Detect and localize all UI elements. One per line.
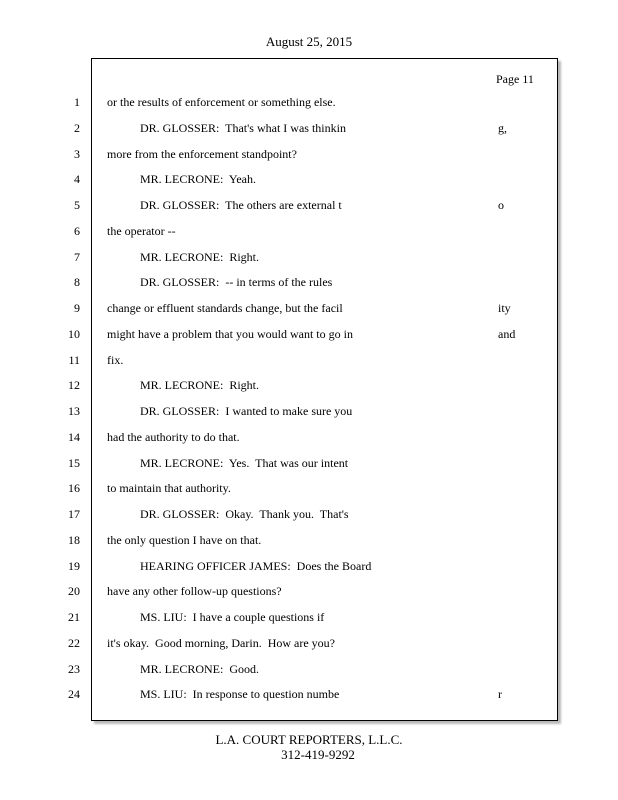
line-number: 21 [68,610,80,624]
transcript-line [0,324,618,344]
transcript-line [0,169,618,189]
line-number: 19 [68,558,80,573]
line-text-tail: o [498,198,504,212]
transcript-line [0,453,618,473]
line-text: HEARING OFFICER JAMES: Does the Board [140,558,372,573]
line-text: MR. LECRONE: Yes. That was our intent [140,455,349,470]
footer [0,732,618,762]
transcript-line [0,92,618,112]
line-text: MR. LECRONE: Right. [140,249,260,264]
line-text: fix. [107,352,124,367]
line-text: or the results of enforcement or something else. [107,95,336,109]
transcript-line [0,659,618,679]
transcript-line [0,272,618,292]
footer-company: L.A. COURT REPORTERS, L.L.C. [215,732,403,747]
page-number-label: Page 11 [496,72,534,86]
line-text: DR. GLOSSER: That's what I was thinkin [140,120,346,135]
line-text: MR. LECRONE: Good. [140,661,260,676]
line-number: 10 [68,326,80,341]
line-number: 18 [68,532,80,547]
transcript-line [0,195,618,215]
line-text: might have a problem that you would want to go in [107,326,353,341]
line-text: MR. LECRONE: Yeah. [140,172,257,187]
transcript-line [0,401,618,421]
line-number: 22 [68,635,80,650]
line-number: 11 [68,352,80,367]
transcript-line [0,221,618,241]
line-text: had the authority to do that. [107,429,240,444]
transcript-line [0,118,618,138]
line-text: have any other follow-up questions? [107,584,282,599]
line-number: 5 [74,198,80,212]
transcript-line [0,530,618,550]
line-number: 6 [74,223,80,238]
line-text-tail: and [498,326,516,341]
line-number: 12 [68,378,80,393]
line-text: MS. LIU: I have a couple questions if [140,610,325,624]
line-number: 8 [74,275,80,290]
line-number: 13 [68,404,80,418]
transcript-line [0,633,618,653]
transcript-line [0,607,618,627]
line-number: 1 [74,95,80,109]
line-number: 3 [74,146,80,161]
line-text: DR. GLOSSER: Okay. Thank you. That's [140,507,349,521]
transcript-line [0,504,618,524]
line-text-tail: g, [498,120,507,135]
transcript-line [0,478,618,498]
transcript-line [0,375,618,395]
line-number: 17 [68,507,80,521]
footer-phone: 312-419-9292 [281,747,355,762]
line-text: to maintain that authority. [107,481,231,496]
line-text: more from the enforcement standpoint? [107,146,297,161]
line-number: 4 [74,172,80,187]
line-number: 14 [68,429,80,444]
line-text: it's okay. Good morning, Darin. How are you? [107,635,336,650]
line-text: DR. GLOSSER: The others are external t [140,198,342,212]
line-text-tail: r [498,687,502,702]
line-number: 23 [68,661,80,676]
line-number: 7 [74,249,80,264]
header-date: August 25, 2015 [265,34,353,49]
line-text: the operator -- [107,223,176,238]
line-text: MR. LECRONE: Right. [140,378,260,393]
line-number: 9 [74,301,80,315]
line-number: 15 [68,455,80,470]
transcript-line [0,350,618,370]
transcript-line [0,556,618,576]
transcript-line [0,581,618,601]
transcript-line [0,427,618,447]
line-number: 2 [74,120,80,135]
transcript-line [0,247,618,267]
line-text: DR. GLOSSER: I wanted to make sure you [140,404,353,418]
transcript-line [0,684,618,704]
line-text: MS. LIU: In response to question numbe [140,687,340,702]
line-number: 20 [68,584,80,599]
transcript-line [0,298,618,318]
line-number: 16 [68,481,80,496]
line-text: DR. GLOSSER: -- in terms of the rules [140,275,333,290]
line-number: 24 [68,687,80,702]
line-text: change or effluent standards change, but the facil [107,301,343,315]
line-text-tail: ity [498,301,511,315]
transcript-line [0,144,618,164]
line-text: the only question I have on that. [107,532,262,547]
